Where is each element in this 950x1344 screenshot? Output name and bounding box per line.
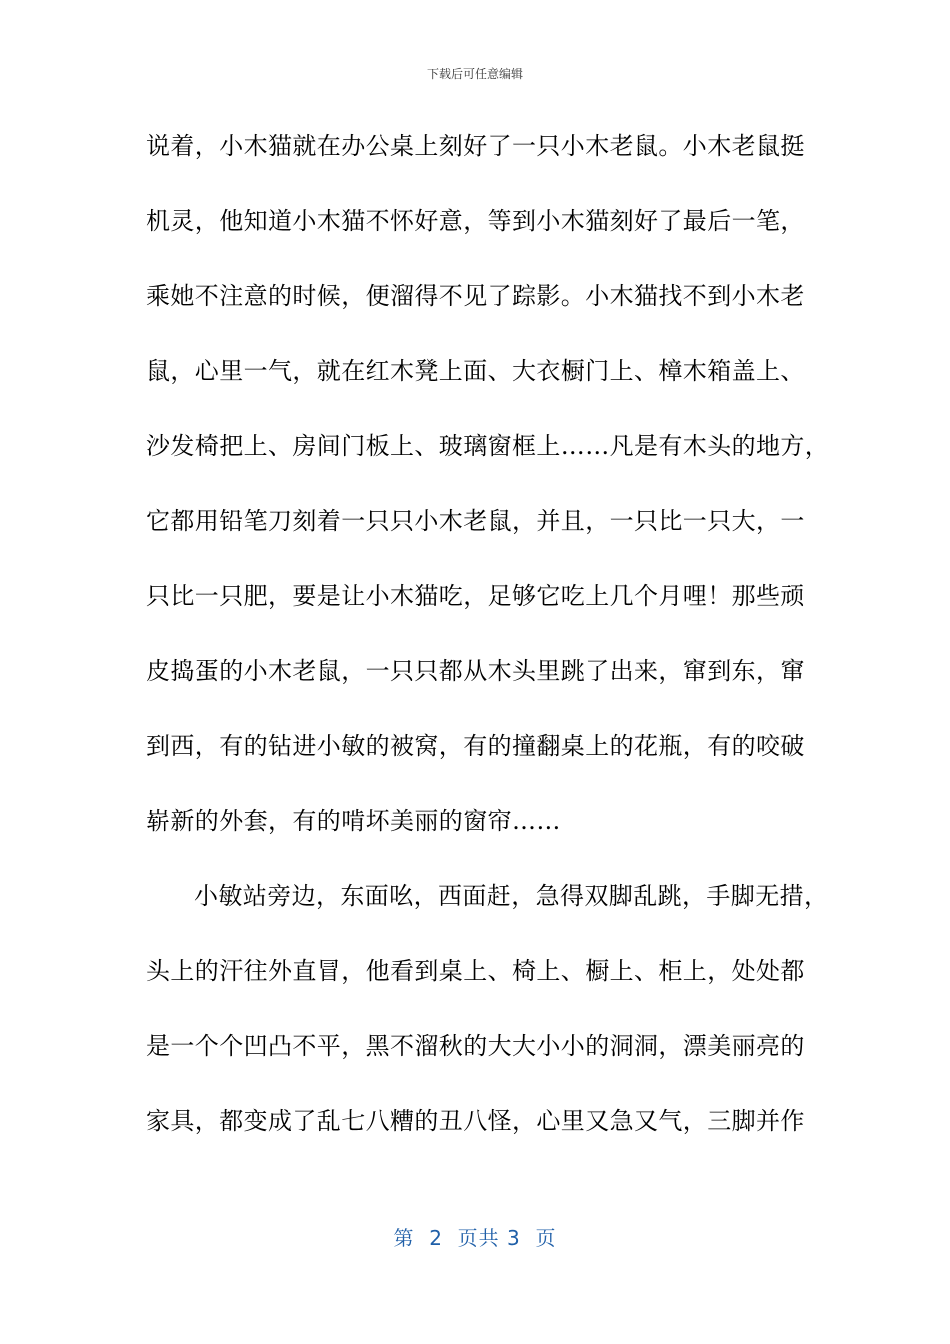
text-line: 说着，小木猫就在办公桌上刻好了一只小木老鼠。小木老鼠挺 [146, 132, 805, 160]
text-line: 到西，有的钻进小敏的被窝，有的撞翻桌上的花瓶，有的咬破 [146, 732, 805, 760]
text-line: 乘她不注意的时候，便溜得不见了踪影。小木猫找不到小木老 [146, 282, 805, 310]
text-line: 鼠，心里一气，就在红木凳上面、大衣橱门上、樟木箱盖上、 [146, 357, 805, 385]
text-line: 崭新的外套，有的啃坏美丽的窗帘…… [146, 807, 561, 835]
text-line: 头上的汗往外直冒，他看到桌上、椅上、橱上、柜上，处处都 [146, 957, 805, 985]
text-line: 它都用铅笔刀刻着一只只小木老鼠，并且，一只比一只大，一 [146, 507, 805, 535]
page-footer [0, 1224, 950, 1252]
text-line: 机灵，他知道小木猫不怀好意，等到小木猫刻好了最后一笔， [146, 207, 805, 235]
text-line: 皮捣蛋的小木老鼠，一只只都从木头里跳了出来，窜到东，窜 [146, 657, 805, 685]
text-line: 只比一只肥，要是让小木猫吃，足够它吃上几个月哩！那些顽 [146, 582, 805, 610]
text-line: 沙发椅把上、房间门板上、玻璃窗框上……凡是有木头的地方， [146, 432, 830, 460]
page-number: 第 2 页共 3 页 [393, 1226, 557, 1250]
text-line: 是一个个凹凸不平，黑不溜秋的大大小小的洞洞，漂美丽亮的 [146, 1032, 805, 1060]
document-body [146, 126, 830, 1176]
text-line: 家具，都变成了乱七八糟的丑八怪，心里又急又气，三脚并作 [146, 1107, 805, 1135]
paragraph-first-line: 小敏站旁边，东面吆，西面赶，急得双脚乱跳，手脚无措， [194, 882, 829, 910]
page-header: 下载后可任意编辑 [426, 67, 523, 81]
